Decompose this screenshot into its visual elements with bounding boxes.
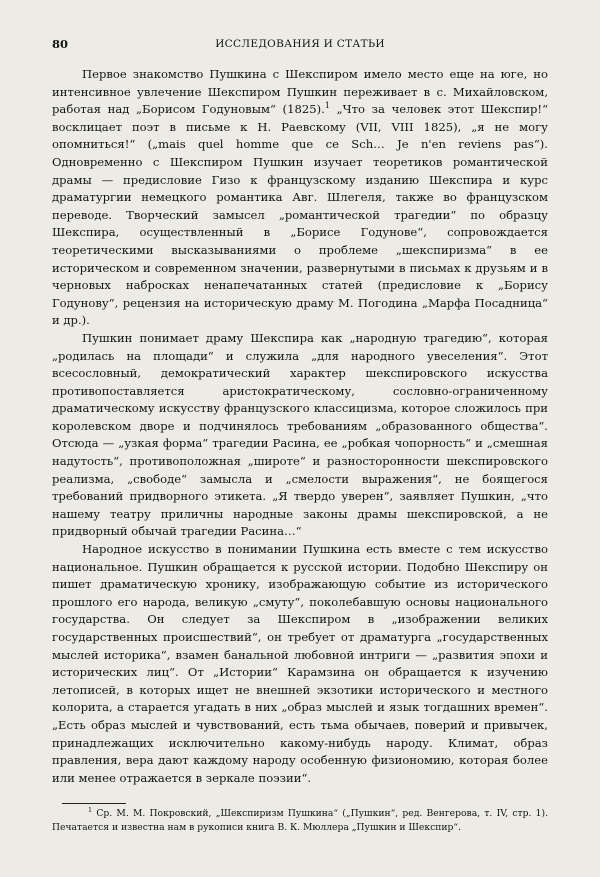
page-header [52,36,548,52]
footnote-marker: 1 [88,805,93,814]
footnote-rule [62,803,126,804]
footnote-reference: 1 [324,100,330,111]
footnote-text: Ср. М. М. Покровский, „Шекспиризм Пушкина“ („Пушкин“, ред. Венгерова, т. IV, стр. 1). Печатается и известна нам в рукописи книга В. К. Мюллера „Пушкин и Шекспир“. [52,808,548,833]
paragraph-3: Народное искусство в понимании Пушкина есть вместе с тем искусство национальное. Пушкин обращается к русской истории. Подобно Шекспиру он пишет драматическую хронику, изображающую событие из исторического прошлого его народа, великую „смуту“, поколебавшую основы национального государства. Он следует за Шекспиром в „изображении великих государственных происшествий“, он требует от драматурга „государственных мыслей историка“, взамен банальной любовной интриги — „развития эпохи и исторических лиц“. От „Истории“ Карамзина он обращается к изучению летописей, в которых ищет не внешней экзотики исторического и местного колорита, а старается угадать в них „образ мыслей и язык тогдашних времен“. „Есть образ мыслей и чувствований, есть тьма обычаев, поверий и привычек, принадлежащих исключительно какому-нибудь народу. Климат, образ правления, вера дают каждому народу особенную физиономию, которая более или менее отражается в зеркале поэзии“. [52,542,548,785]
paragraph-1 [52,66,548,330]
page-number: 80 [52,37,69,51]
paragraph-1-continuation: „Что за человек этот Шекспир!“ восклицает поэт в письме к Н. Раевскому (VII, VIII 1825), „я не могу опомниться!“ („mais quel homme que ce Sch… Je n'en reviens pas“). Одновременно с Шекспиром Пушкин изучает теоретиков романтической драмы — предисловие Гизо к французскому изданию Шекспира и курс драматургии немецкого романтика Авг. Шлегеля, также во французском переводе. Творческий замысел „романтической трагедии“ по образцу Шекспира, осуществленный в „Борисе Годунове“, сопровождается теоретическими высказываниями о проблеме „шекспиризма“ в ее историческом и современном значении, развернутыми в письмах к друзьям и в черновых набросках ненапечатанных статей (предисловие к „Борису Годунову“, рецензия на историческую драму М. Погодина „Марфа Посадница“ и др.). [52,102,549,328]
footnote [52,807,548,835]
running-title: ИССЛЕДОВАНИЯ И СТАТЬИ [215,38,385,50]
article-body [52,66,548,787]
paragraph-1-text: Первое знакомство Пушкина с Шекспиром имело место еще на юге, но интенсивное увлечение Шекспиром Пушкин переживает в с. Михайловском, работая над „Борисом Годуновым“ (1825). [52,67,548,117]
paragraph-2: Пушкин понимает драму Шекспира как „народную трагедию“, которая „родилась на площади“ и служила „для народного увеселения“. Этот всесословный, демократический характер шекспировского искусства противопоставляется аристократическому, сословно-ограниченному драматическому искусству французского классицизма, которое сложилось при королевском дворе и подчинялось требованиям „образованного общества“. Отсюда — „узкая форма“ трагедии Расина, ее „робкая чопорность“ и „смешная надутость“, противоположная „широте“ и разносторонности шекспировского реализма, „свободе“ замысла и „смелости выражения“, не боящегося требований придворного этикета. „Я твердо уверен“, заявляет Пушкин, „что нашему театру приличны народные законы драмы шекспировской, а не придворный обычай трагедии Расина…“ [52,330,548,539]
